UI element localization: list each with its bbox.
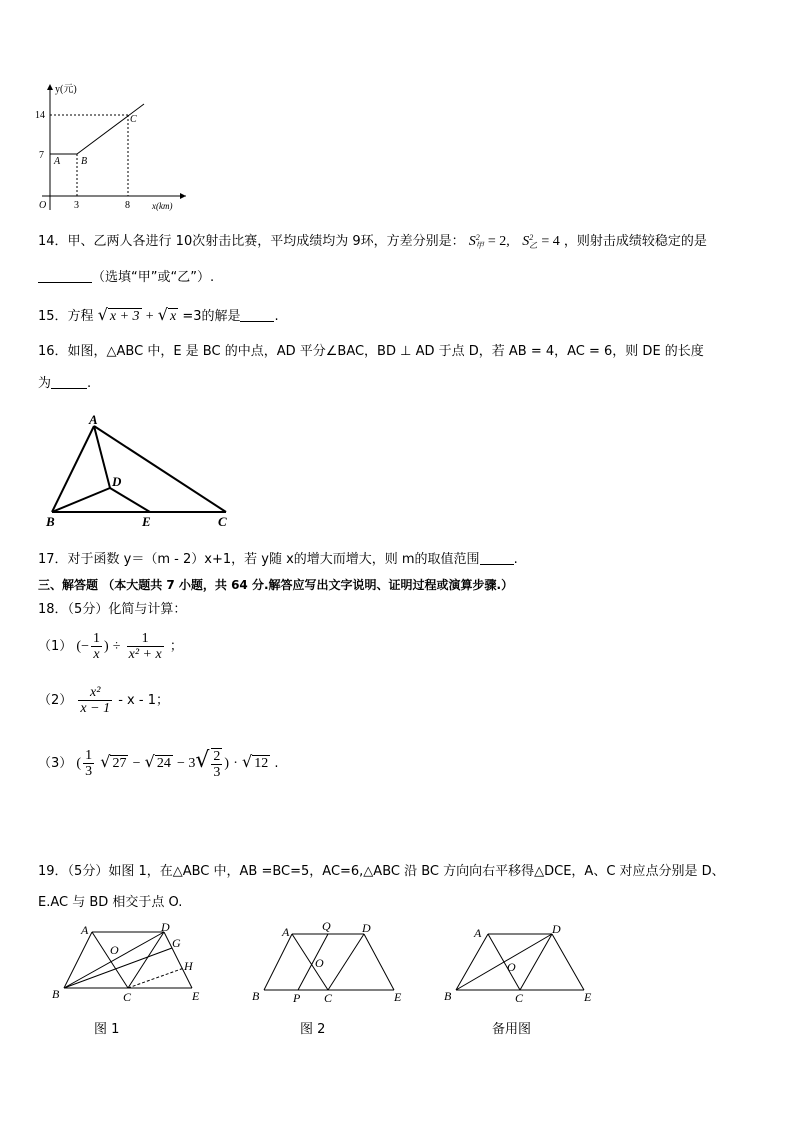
q16-line1: 16．如图，△ABC 中，E 是 BC 的中点，AD 平分∠BAC，BD ⊥ AD 于点 D，若 AB = 4，AC = 6，则 DE 的长度 bbox=[38, 344, 704, 359]
frac-den: x bbox=[93, 647, 100, 662]
fig1-label-e: E bbox=[192, 989, 200, 1003]
q15-end: . bbox=[274, 309, 279, 324]
frac-num: x² bbox=[78, 685, 112, 701]
q15-answer-blank bbox=[240, 307, 274, 322]
q16-label-a: A bbox=[89, 412, 98, 427]
q18-p2-label: （2） bbox=[38, 693, 73, 708]
q19-figure1 bbox=[48, 920, 218, 1005]
q18-part2 bbox=[38, 684, 169, 718]
spare-label-b: B bbox=[444, 989, 452, 1003]
q15-radicand-1: x + 3 bbox=[109, 309, 140, 324]
q14-eq-yi: = 4 bbox=[541, 234, 560, 249]
q16-label-e: E bbox=[142, 514, 151, 529]
q16-label-c: C bbox=[218, 514, 227, 529]
q18-p3-rad2: 24 bbox=[156, 756, 171, 771]
q16-line2 bbox=[38, 374, 91, 394]
q16-line2-prefix: 为 bbox=[38, 376, 52, 391]
q14-text2: ，则射击成绩较稳定的是 bbox=[563, 234, 707, 249]
graph-point-c: C bbox=[130, 114, 137, 125]
q18-p3-rad3: 12 bbox=[254, 756, 269, 771]
q15-plus: + bbox=[145, 309, 154, 324]
fig1-label-b: B bbox=[52, 987, 60, 1001]
q18-p3-frac2 bbox=[211, 748, 222, 780]
graph-xtick-8: 8 bbox=[125, 200, 130, 211]
q14-var-jia: S 2 甲 bbox=[468, 232, 484, 250]
q17-answer-blank bbox=[480, 550, 514, 565]
q18-part1: （1） (− $\frac{1}{x}$ ) ÷ $\frac{1}{\text{x² + x}}$ ； bbox=[38, 631, 183, 662]
q16-answer-blank bbox=[51, 374, 87, 389]
q15-line bbox=[38, 305, 279, 327]
sqrt-sign: √ bbox=[97, 305, 108, 324]
section3-note: （本大题共 7 小题，共 64 分.解答应写出文字说明、证明过程或演算步骤.） bbox=[102, 578, 514, 592]
q14-line2-text: （选填“甲”或“乙”）. bbox=[92, 270, 215, 285]
fig2-label-p: P bbox=[293, 991, 301, 1005]
q14-answer-blank bbox=[38, 268, 92, 283]
spare-label-e: E bbox=[584, 990, 592, 1004]
fig1-label-c: C bbox=[123, 990, 132, 1004]
q18-p3-end: . bbox=[274, 756, 279, 771]
q18-p2-frac bbox=[78, 685, 112, 716]
section3-heading bbox=[38, 575, 513, 595]
q14-text1: 14．甲、乙两人各进行 10次射击比赛，平均成绩均为 9环，方差分别是： bbox=[38, 234, 465, 249]
q18-p3-minus2: − 3 bbox=[176, 756, 196, 771]
q19-line2: E.AC 与 BD 相交于点 O. bbox=[38, 895, 183, 910]
q19-line1: 19．（5分）如图 1，在△ABC 中，AB =BC=5，AC=6,△ABC 沿 BC 方向向右平移得△DCE，A、C 对应点分别是 D、 bbox=[38, 864, 725, 879]
q15-prefix: 15．方程 bbox=[38, 309, 94, 324]
frac-den: 3 bbox=[213, 764, 221, 780]
fig2-label-q: Q bbox=[322, 920, 331, 933]
fig1-label-o: O bbox=[110, 943, 119, 957]
q19-figure2 bbox=[248, 920, 418, 1005]
frac-num: 1 bbox=[92, 631, 100, 646]
fig2-label-c: C bbox=[324, 991, 333, 1005]
q18-p1-frac1 bbox=[91, 631, 102, 662]
graph-xtick-3: 3 bbox=[74, 200, 79, 211]
q18-head: 18．（5分）化简与计算： bbox=[38, 602, 187, 617]
graph-ytick-14: 14 bbox=[35, 110, 45, 121]
q18-p3-minus1: − bbox=[132, 756, 141, 771]
q15-suffix: =3的解是 bbox=[182, 309, 241, 324]
frac-num: 2 bbox=[213, 748, 221, 764]
q18-p2-rest: - x - 1； bbox=[118, 693, 169, 708]
q17-text: 17．对于函数 y＝（m - 2）x+1，若 y随 x的增大而增大，则 m的取值范围 bbox=[38, 552, 480, 567]
q14-var-yi: S 2 乙 bbox=[522, 232, 538, 250]
q16-label-b: B bbox=[46, 514, 55, 529]
q14-line2 bbox=[38, 268, 214, 288]
fig1-label-a: A bbox=[81, 923, 89, 937]
frac-den: x² + x bbox=[128, 647, 162, 662]
q17-end: . bbox=[513, 552, 518, 567]
frac-den: x − 1 bbox=[80, 701, 111, 716]
q14-line1 bbox=[38, 232, 707, 252]
q15-radicand-2: x bbox=[169, 309, 177, 324]
graph-origin: O bbox=[39, 200, 47, 211]
q14-sub-yi: 乙 bbox=[529, 240, 538, 250]
q18-p3-rad1: 27 bbox=[112, 756, 127, 771]
spare-label-c: C bbox=[515, 991, 524, 1005]
section3-title: 三、解答题 bbox=[38, 578, 99, 592]
graph-ytick-7: 7 bbox=[39, 150, 44, 161]
q18-part3: （3） ( $\frac{1}{3}$ √ 27 − √ 24 − 3√ $\frac{2}{3}$ ) · √ 12 . bbox=[38, 748, 279, 780]
graph-xlabel: x(km) bbox=[152, 201, 173, 211]
q18-p3-dot: · bbox=[233, 756, 238, 771]
q16-label-d: D bbox=[112, 474, 122, 489]
graph-point-b: B bbox=[81, 156, 88, 167]
q13-function-graph bbox=[30, 80, 190, 215]
sqrt-sign: √ bbox=[157, 305, 168, 324]
q14-s-jia: S bbox=[468, 234, 476, 249]
frac-den: 3 bbox=[85, 764, 93, 779]
q14-eq-jia: = 2, bbox=[487, 234, 510, 249]
fig1-label-g: G bbox=[172, 936, 181, 950]
spare-label-o: O bbox=[507, 960, 516, 974]
q16-end: . bbox=[87, 376, 92, 391]
caption-figure2: 图 2 bbox=[300, 1022, 326, 1037]
graph-ylabel: y(元) bbox=[55, 84, 77, 95]
spare-label-d: D bbox=[552, 922, 561, 936]
frac-num: 1 bbox=[127, 631, 164, 647]
q18-p1-frac2 bbox=[127, 631, 164, 662]
fig2-label-o: O bbox=[315, 956, 324, 970]
q18-p1-div: ÷ bbox=[112, 639, 121, 654]
fig1-label-h: H bbox=[184, 959, 193, 973]
q19-spare-figure bbox=[440, 920, 610, 1005]
sqrt-sign: √ bbox=[144, 752, 155, 771]
fig2-label-a: A bbox=[282, 925, 290, 939]
q14-s-yi: S bbox=[522, 234, 530, 249]
caption-spare-figure: 备用图 bbox=[492, 1022, 532, 1037]
q16-triangle-figure bbox=[40, 412, 240, 532]
caption-figure1: 图 1 bbox=[94, 1022, 120, 1037]
q18-p1-label: （1） bbox=[38, 639, 73, 654]
sqrt-sign: √ bbox=[242, 752, 253, 771]
q17-line bbox=[38, 550, 518, 570]
q18-p1-end: ； bbox=[169, 639, 183, 654]
frac-num: 1 bbox=[85, 748, 93, 763]
fig1-label-d: D bbox=[161, 920, 170, 934]
q18-p3-label: （3） bbox=[38, 756, 73, 771]
fig2-label-b: B bbox=[252, 989, 260, 1003]
q14-sub-jia: 甲 bbox=[475, 240, 484, 250]
q18-p3-frac1 bbox=[83, 748, 94, 779]
spare-label-a: A bbox=[474, 926, 482, 940]
sqrt-sign: √ bbox=[100, 752, 111, 771]
fig2-label-e: E bbox=[394, 990, 402, 1004]
fig2-label-d: D bbox=[362, 921, 371, 935]
graph-point-a: A bbox=[54, 156, 61, 167]
sqrt-sign: √ bbox=[195, 748, 210, 773]
